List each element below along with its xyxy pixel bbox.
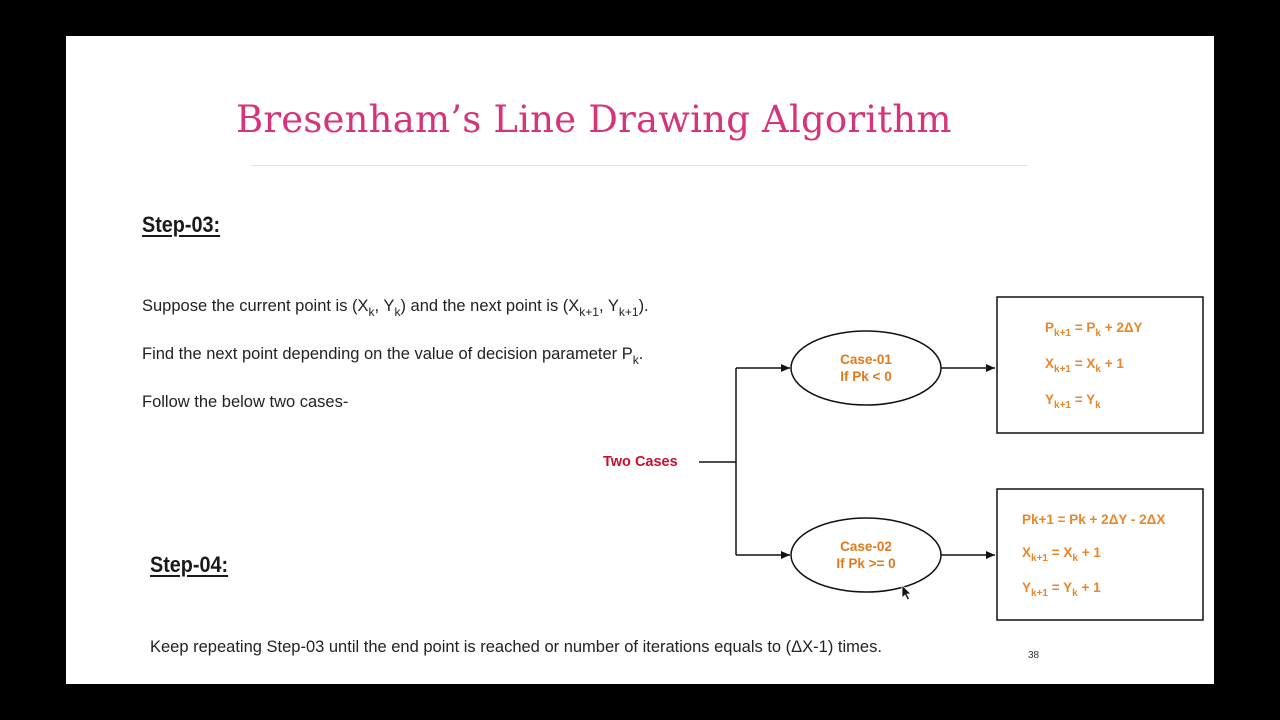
step-04-text: Keep repeating Step-03 until the end point is reached or number of iterations equals to (ΔX-1) times. bbox=[150, 638, 882, 656]
case-02-formula-x: $X_{k+1} = X_k + 1$ bbox=[1022, 545, 1101, 564]
case-01-label bbox=[796, 351, 936, 385]
case-02-condition: If Pk >= 0 bbox=[836, 556, 896, 571]
step-03-line-3: Follow the below two cases- bbox=[142, 393, 349, 411]
mouse-cursor-icon bbox=[901, 584, 913, 602]
case-01-formula-y: $Y_{k+1} = Y_k$ bbox=[1045, 392, 1101, 411]
case-01-title: Case-01 bbox=[840, 352, 892, 367]
case-01-formula-p: $P_{k+1} = P_k + 2\Delta Y$ bbox=[1045, 320, 1143, 339]
step-03-heading: Step-03: bbox=[142, 212, 221, 237]
two-cases-label: Two Cases bbox=[603, 454, 678, 470]
step-03-line-2: Find the next point depending on the value of decision parameter $P_k$. bbox=[142, 345, 644, 367]
step-03-line-1: Suppose the current point is ($X_k$, $Y_k$) and the next point is ($X_{k+1}$, $Y_{k+1}$). bbox=[142, 297, 649, 319]
case-02-label bbox=[796, 538, 936, 572]
slide-title: Bresenham’s Line Drawing Algorithm bbox=[236, 98, 952, 141]
case-02-title: Case-02 bbox=[840, 539, 892, 554]
page-number: 38 bbox=[1028, 650, 1040, 661]
slide bbox=[66, 36, 1214, 684]
case-01-formula-x: $X_{k+1} = X_k + 1$ bbox=[1045, 356, 1124, 375]
case-02-formula-y: $Y_{k+1} = Y_k + 1$ bbox=[1022, 580, 1101, 599]
case-01-condition: If Pk < 0 bbox=[840, 369, 892, 384]
case-02-formula-p: Pk+1 = Pk + 2ΔY - 2ΔX bbox=[1022, 512, 1166, 527]
step-04-heading: Step-04: bbox=[150, 552, 229, 577]
